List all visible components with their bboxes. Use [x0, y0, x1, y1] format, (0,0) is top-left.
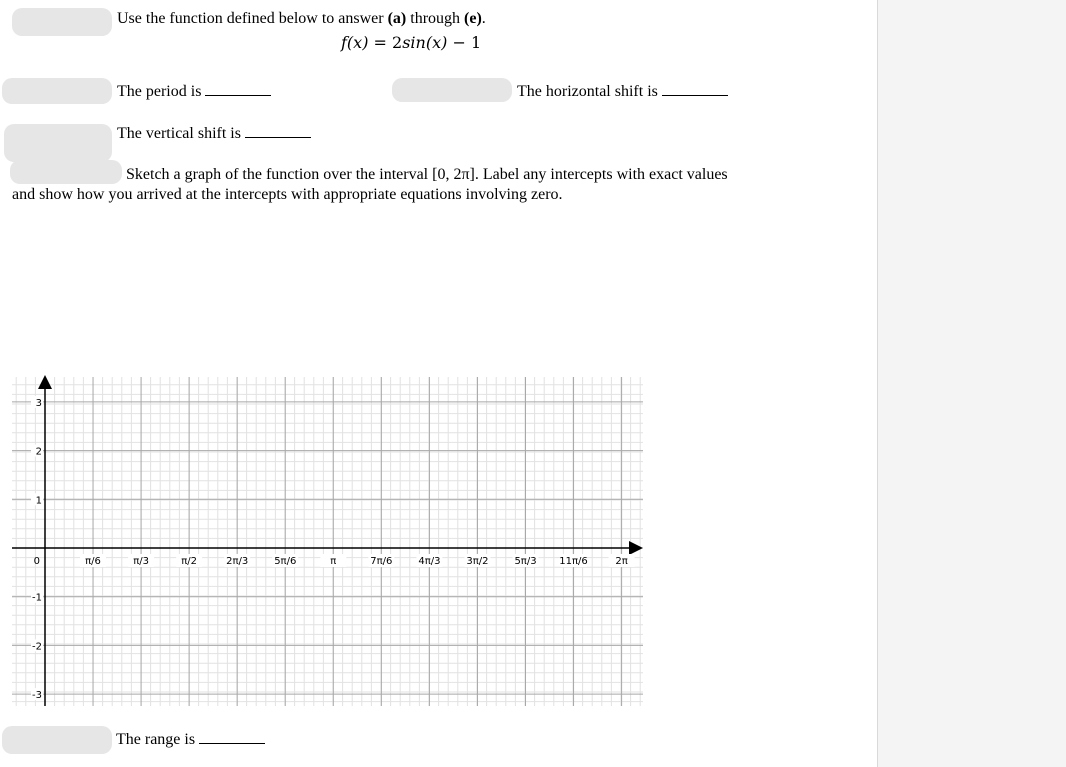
x-tick-label: 2π/3 — [226, 556, 249, 567]
x-tick-label: π — [330, 556, 337, 567]
y-tick-label: 3 — [35, 397, 42, 409]
intro-text: Use the function defined below to answer (a) through (e). — [117, 10, 486, 27]
x-tick-label: 3π/2 — [466, 556, 489, 567]
y-axis-arrow — [38, 375, 52, 389]
right-sidebar — [877, 0, 1066, 767]
y-tick-label: -3 — [32, 690, 42, 702]
y-tick-label: -2 — [32, 641, 42, 653]
range-question: The range is — [116, 729, 265, 750]
vertical-shift-question: The vertical shift is — [117, 123, 311, 144]
x-tick-label: 5π/3 — [514, 556, 537, 567]
x-tick-label: π/6 — [85, 556, 101, 567]
period-question: The period is — [117, 81, 271, 102]
y-tick-label: -1 — [32, 592, 42, 604]
x-tick-label: 11π/6 — [559, 556, 588, 567]
origin-label: 0 — [33, 556, 40, 567]
x-tick-label: 2π — [615, 556, 628, 567]
x-tick-label: 7π/6 — [370, 556, 393, 567]
x-axis-arrow — [629, 541, 643, 555]
x-tick-label: π/3 — [133, 556, 149, 567]
sketch-instruction-line1: Sketch a graph of the function over the interval [0, 2π]. Label any intercepts with exact values — [126, 166, 728, 183]
horizontal-shift-question: The horizontal shift is — [517, 81, 728, 102]
x-tick-label: 4π/3 — [418, 556, 441, 567]
range-blank[interactable] — [199, 729, 265, 744]
y-tick-label: 1 — [35, 495, 42, 507]
y-tick-label: 2 — [35, 446, 42, 458]
x-tick-label: π/2 — [181, 556, 198, 567]
x-tick-label: 5π/6 — [274, 556, 297, 567]
sketch-instruction-line2: and show how you arrived at the intercepts with appropriate equations involving zero. — [12, 186, 563, 203]
function-equation: f(x) = 2sin(x) − 1 — [341, 33, 482, 52]
